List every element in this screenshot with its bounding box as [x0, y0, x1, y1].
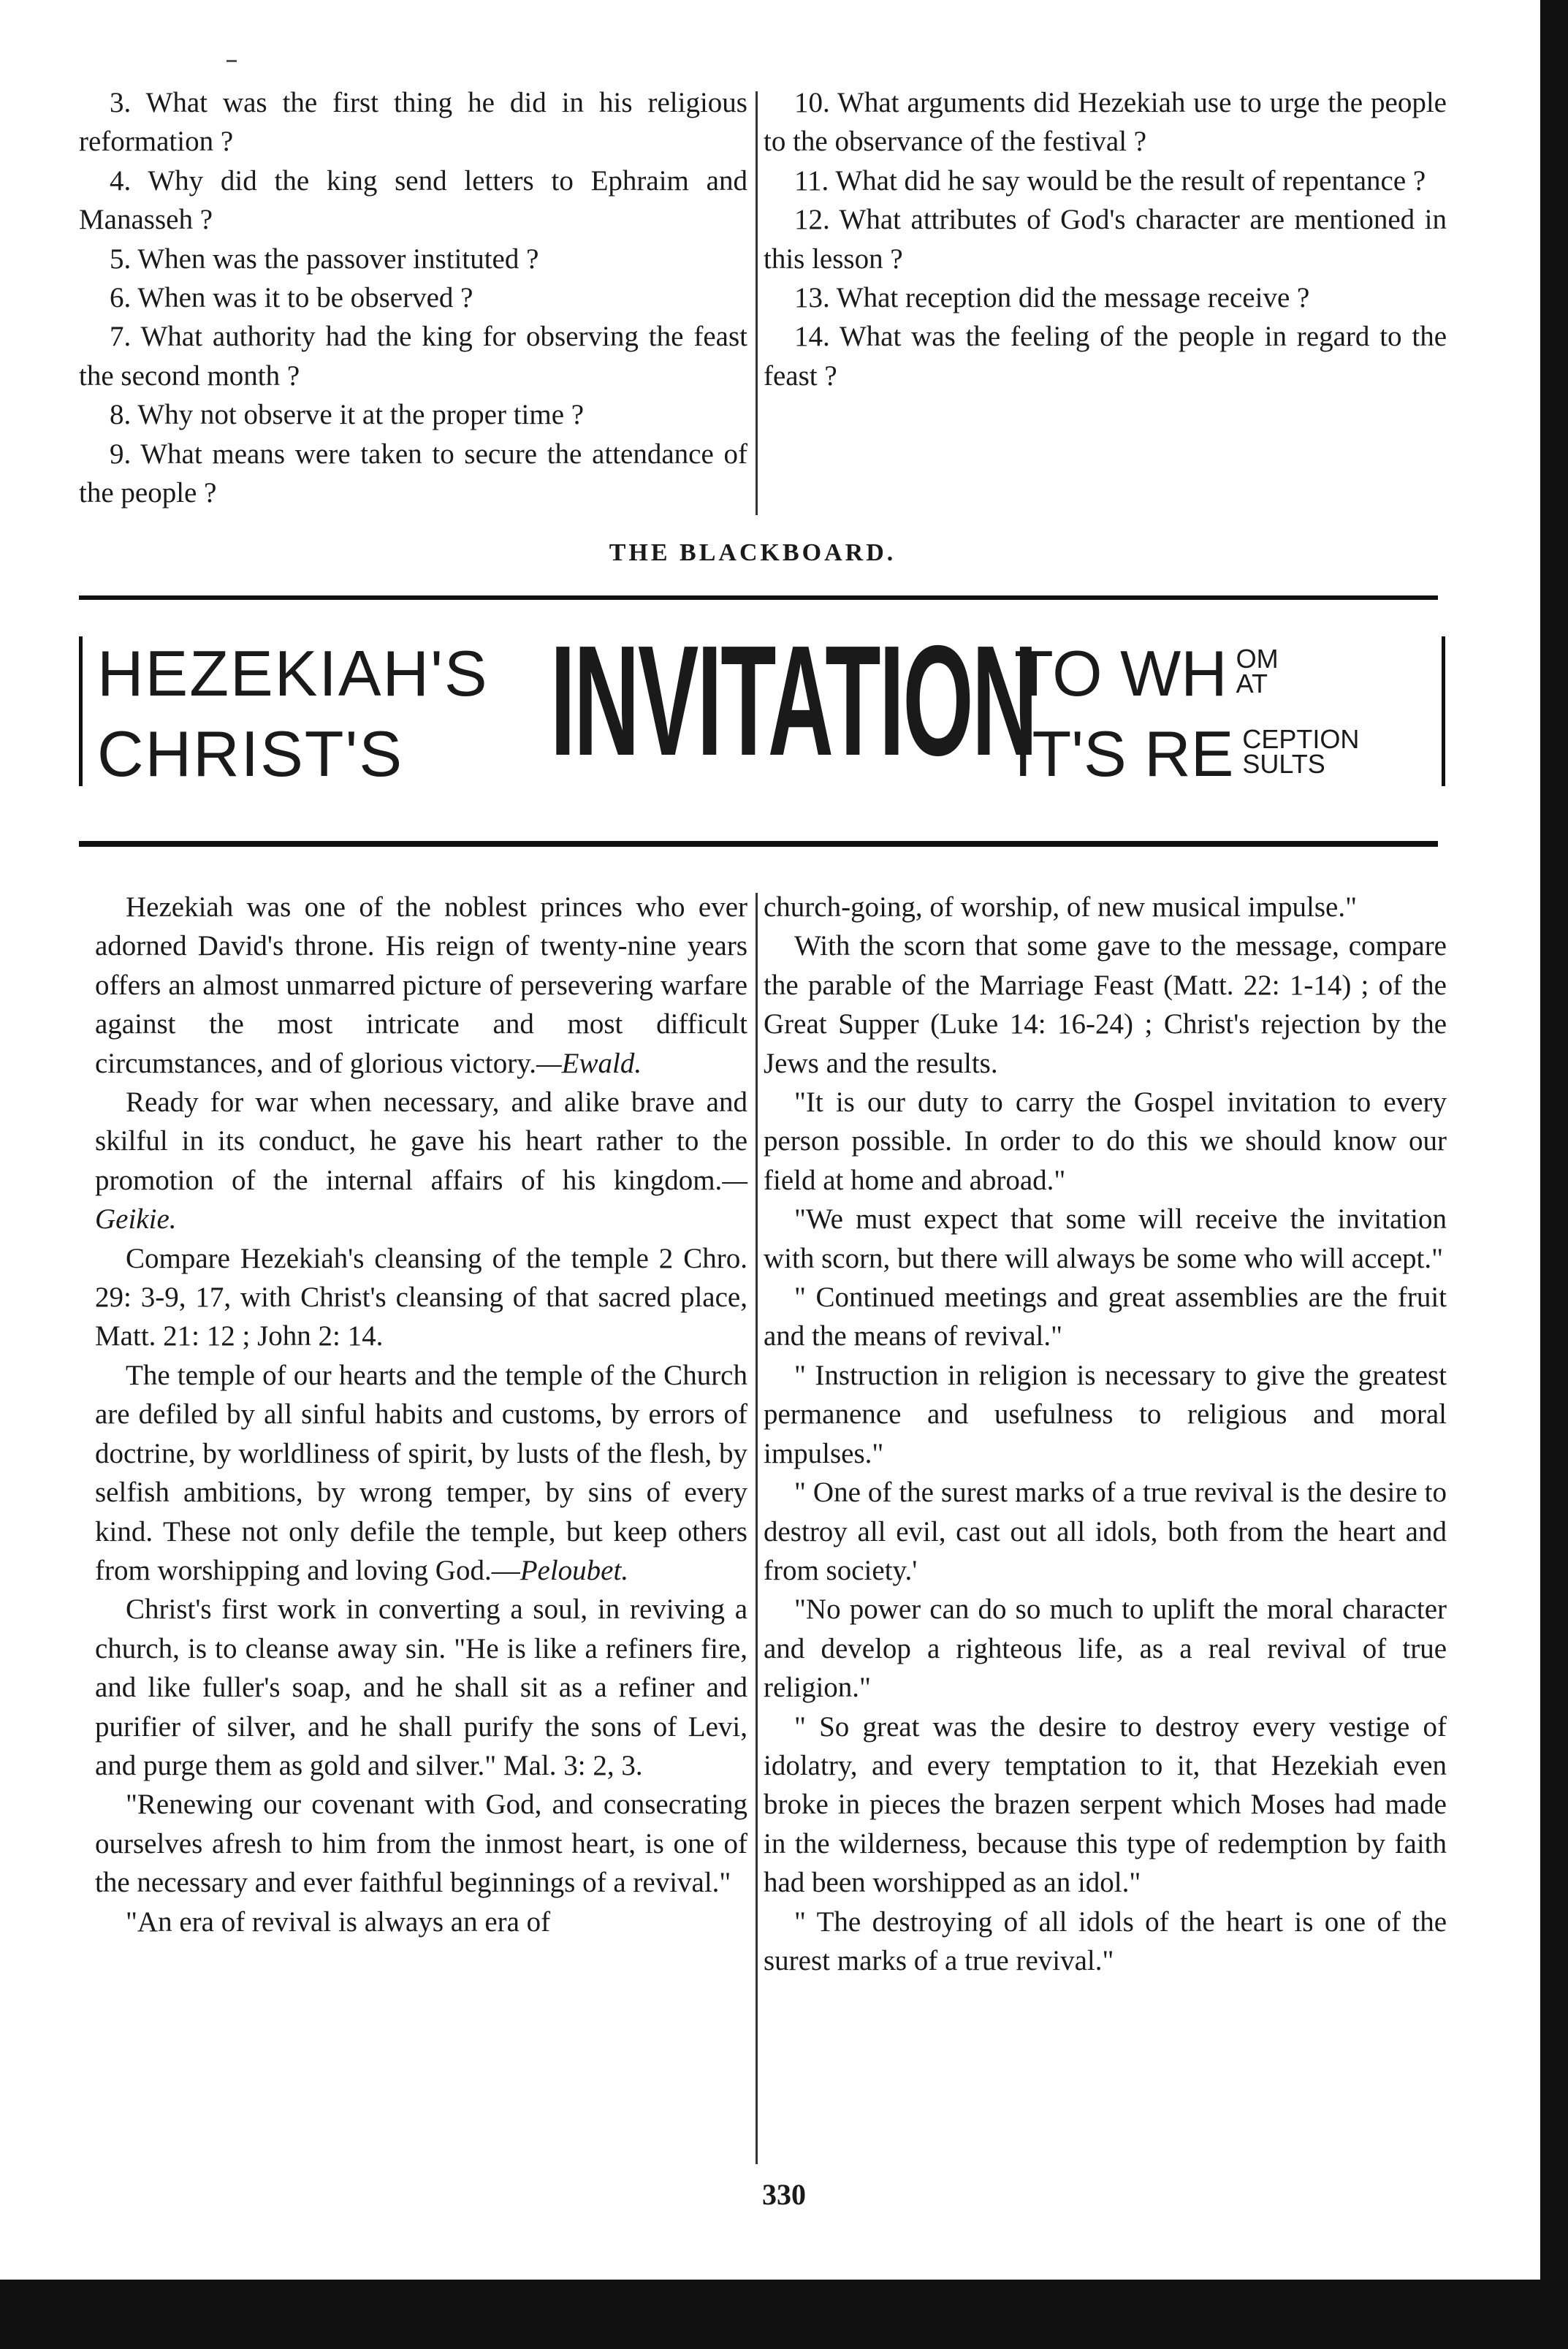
- page-edge-shadow-right: [1540, 0, 1568, 2280]
- citation: Peloubet.: [520, 1554, 629, 1586]
- body-paragraph: "No power can do so much to uplift the moral character and develop a righteous life, as a real revival of true religion.": [764, 1594, 1447, 1704]
- blackboard-right-bottom-main: IT'S RE: [1014, 717, 1234, 790]
- blackboard-right-top-stack: [1236, 644, 1279, 698]
- stack-line: CEPTION: [1242, 724, 1360, 754]
- blackboard-diagram: [79, 595, 1438, 847]
- question-item: 8. Why not observe it at the proper time ?: [110, 399, 585, 431]
- body-paragraph: "We must expect that some will receive the invitation with scorn, but there will always be some who will accept.": [764, 1203, 1447, 1274]
- paragraph-text: Ready for war when necessary, and alike brave and skilful in its conduct, he gave his heart rather to the promotion of the internal affairs of his kingdom.: [95, 1086, 747, 1196]
- stack-line: AT: [1236, 669, 1268, 698]
- questions-right-column: [764, 83, 1447, 395]
- body-paragraph: [95, 1785, 747, 1902]
- body-paragraph: With the scorn that some gave to the message, compare the parable of the Marriage Feast (Matt. 22: 1-14) ; of the Great Supper (Luke 14: 16-24) ; Christ's rejection by the Jews and the results.: [764, 930, 1447, 1079]
- body-paragraph: " The destroying of all idols of the heart is one of the surest marks of a true revival.": [764, 1906, 1447, 1976]
- question-item: 3. What was the first thing he did in his religious reformation ?: [79, 87, 747, 158]
- question-item: 9. What means were taken to secure the attendance of the people ?: [79, 438, 747, 509]
- body-paragraph: " One of the surest marks of a true revival is the desire to destroy all evil, cast out all idols, both from the heart and from society.': [764, 1477, 1447, 1586]
- paragraph-text: Hezekiah was one of the noblest princes who ever adorned David's throne. His reign of twenty-nine years offers an almost unmarred picture of persevering warfare against the most intricate and most difficult circumstances, and of glorious victory.: [95, 891, 747, 1079]
- citation: —Geikie.: [95, 1164, 747, 1236]
- body-left-column: [95, 888, 747, 1941]
- blackboard-right-top: [1014, 636, 1279, 711]
- question-item: 14. What was the feeling of the people in regard to the feast ?: [764, 321, 1447, 392]
- question-item: 13. What reception did the message receive ?: [794, 282, 1310, 314]
- stack-line: OM: [1236, 644, 1279, 674]
- body-paragraph: " Continued meetings and great assemblies are the fruit and the means of revival.": [764, 1282, 1447, 1352]
- question-item: 7. What authority had the king for observing the feast the second month ?: [79, 321, 747, 392]
- body-paragraph: " Instruction in religion is necessary to give the greatest permanence and usefulness to religious and moral impulses.": [764, 1359, 1447, 1469]
- column-divider: [756, 91, 758, 515]
- body-paragraph: "It is our duty to carry the Gospel invitation to every person possible. In order to do this we should know our field at home and abroad.": [764, 1086, 1447, 1196]
- body-paragraph: " So great was the desire to destroy every vestige of idolatry, and every temptation to it, that Hezekiah even broke in pieces the brazen serpent which Moses had made in the wilderness, because this type of redemption by faith had been worshipped as an idol.": [764, 1710, 1447, 1899]
- question-item: 11. What did he say would be the result of repentance ?: [794, 164, 1426, 197]
- questions-left-column: [79, 83, 747, 512]
- body-paragraph: [95, 1903, 747, 1941]
- body-paragraph: [95, 1590, 747, 1785]
- paragraph-text: The temple of our hearts and the temple of the Church are defiled by all sinful habits and customs, by errors of doctrine, by worldliness of spirit, by lusts of the flesh, by selfish ambitions, by wrong temper, by sins of every kind. These not only defile the temple, but keep others from worshipping and loving God.—: [95, 1359, 747, 1586]
- column-divider: [756, 893, 758, 2164]
- body-paragraph: [95, 888, 747, 1083]
- question-item: 4. Why did the king send letters to Ephraim and Manasseh ?: [79, 164, 747, 236]
- question-item: 5. When was the passover instituted ?: [110, 243, 539, 275]
- blackboard-right-bottom-stack: [1242, 724, 1360, 779]
- paragraph-text: "An era of revival is always an era of: [126, 1906, 551, 1938]
- question-item: 10. What arguments did Hezekiah use to urge the people to the observance of the festival ?: [764, 87, 1447, 158]
- body-paragraph: [95, 1239, 747, 1356]
- section-heading: THE BLACKBOARD.: [609, 539, 897, 566]
- blackboard-right-bottom: [1014, 717, 1359, 791]
- body-paragraph: church-going, of worship, of new musical impulse.": [764, 891, 1358, 923]
- blackboard-left-top: HEZEKIAH'S: [97, 637, 489, 709]
- body-paragraph: [95, 1083, 747, 1239]
- blackboard-left-bottom: CHRIST'S: [97, 717, 404, 790]
- blackboard-right-top-main: TO WH: [1014, 637, 1228, 709]
- question-item: 6. When was it to be observed ?: [110, 282, 473, 314]
- question-item: 12. What attributes of God's character are mentioned in this lesson ?: [764, 204, 1447, 275]
- citation: —Ewald.: [536, 1047, 642, 1079]
- blackboard-center-word: INVITATION: [550, 612, 1036, 788]
- paragraph-text: "Renewing our covenant with God, and consecrating ourselves afresh to him from the inmost heart, is one of the necessary and ever faithful beginnings of a revival.": [95, 1789, 747, 1899]
- body-right-column: [764, 888, 1447, 1980]
- blackboard-frame: [79, 612, 1445, 790]
- page-edge-shadow-bottom: [0, 2280, 1568, 2349]
- stack-line: SULTS: [1242, 749, 1325, 779]
- speck-mark: [227, 60, 237, 62]
- body-paragraph: [95, 1356, 747, 1590]
- paragraph-text: Compare Hezekiah's cleansing of the temple 2 Chro. 29: 3-9, 17, with Christ's cleansing of that sacred place, Matt. 21: 12 ; John 2: 14.: [95, 1242, 747, 1352]
- page-number: 330: [762, 2178, 806, 2211]
- paragraph-text: Christ's first work in converting a soul, in reviving a church, is to cleanse away sin. "He is like a refiners fire, and like fuller's soap, and he shall sit as a refiner and purifier of silver, and he shall purify the sons of Levi, and purge them as gold and silver." Mal. 3: 2, 3.: [95, 1594, 747, 1781]
